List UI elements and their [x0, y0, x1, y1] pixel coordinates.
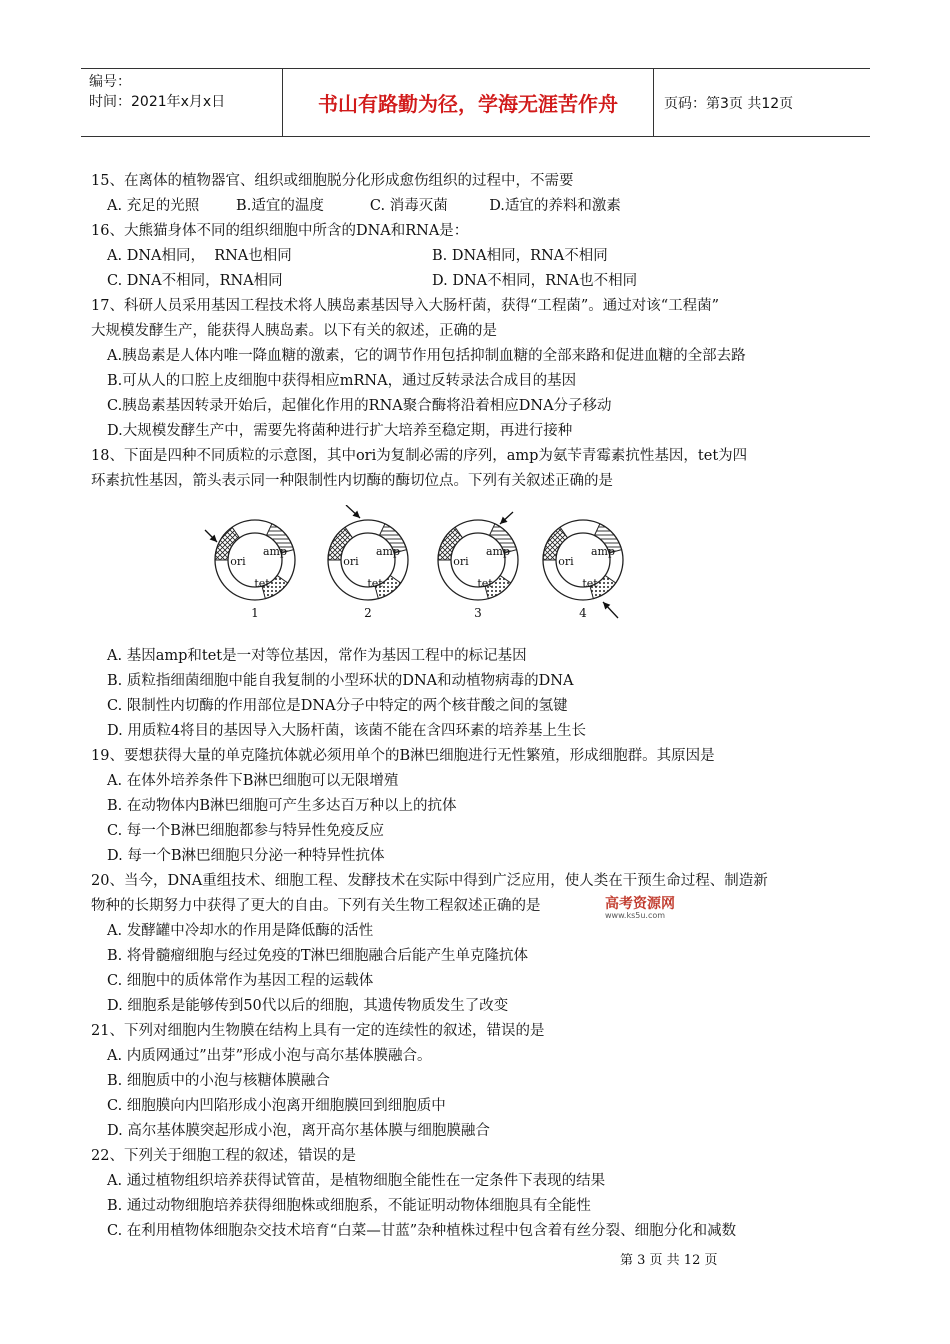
- q17-stem-1: 17、科研人员采用基因工程技术将人胰岛素基因导入大肠杆菌，获得“工程菌”。通过对该“工程菌”: [91, 298, 720, 314]
- plasmid-number: 2: [364, 606, 372, 620]
- page-header: [81, 68, 870, 137]
- time-label: 时间：2021年x月x日: [89, 94, 226, 110]
- q21-option-c: C. 细胞膜向内凹陷形成小泡离开细胞膜回到细胞质中: [107, 1098, 446, 1114]
- ori-label: ori: [558, 555, 574, 568]
- q16-option-d: D. DNA不相同，RNA也不相同: [432, 273, 638, 289]
- q18-stem-2: 环素抗性基因，箭头表示同一种限制性内切酶的酶切位点。下列有关叙述正确的是: [91, 473, 613, 489]
- q18-option-c: C. 限制性内切酶的作用部位是DNA分子中特定的两个核苷酸之间的氢键: [107, 698, 568, 714]
- q17-option-d: D.大规模发酵生产中，需要先将菌种进行扩大培养至稳定期，再进行接种: [107, 423, 573, 439]
- q19-stem: 19、要想获得大量的单克隆抗体就必须用单个的B淋巴细胞进行无性繁殖，形成细胞群。其原因是: [91, 748, 715, 764]
- tet-label: tet: [582, 577, 598, 590]
- q19-option-c: C. 每一个B淋巴细胞都参与特异性免疫反应: [107, 823, 384, 839]
- q20-option-a: A. 发酵罐中冷却水的作用是降低酶的活性: [107, 923, 374, 939]
- ori-label: ori: [230, 555, 246, 568]
- q18-stem-1: 18、下面是四种不同质粒的示意图，其中ori为复制必需的序列，amp为氨苄青霉素抗性基因，tet为四: [91, 448, 748, 464]
- q18-option-a: A. 基因amp和tet是一对等位基因，常作为基因工程中的标记基因: [107, 648, 527, 664]
- q15-stem: 15、在离体的植物器官、组织或细胞脱分化形成愈伤组织的过程中，不需要: [91, 173, 574, 189]
- plasmid-number: 4: [579, 606, 587, 620]
- q22-option-c: C. 在利用植物体细胞杂交技术培育“白菜—甘蓝”杂种植株过程中包含着有丝分裂、细胞分化和减数: [107, 1223, 737, 1239]
- q19-option-d: D. 每一个B淋巴细胞只分泌一种特异性抗体: [107, 848, 385, 864]
- q19-option-b: B. 在动物体内B淋巴细胞可产生多达百万种以上的抗体: [107, 798, 457, 814]
- q20-stem-2: 物种的长期努力中获得了更大的自由。下列有关生物工程叙述正确的是: [91, 898, 541, 914]
- q20-option-c: C. 细胞中的质体常作为基因工程的运载体: [107, 973, 374, 989]
- page-info: 页码：第3页 共12页: [664, 95, 794, 112]
- plasmid-figure: [190, 505, 630, 620]
- page-footer: 第 3 页 共 12 页: [620, 1253, 718, 1268]
- q20-option-d: D. 细胞系是能够传到50代以后的细胞，其遗传物质发生了改变: [107, 998, 509, 1014]
- q22-option-b: B. 通过动物细胞培养获得细胞株或细胞系，不能证明动物体细胞具有全能性: [107, 1198, 591, 1214]
- q15-options: A. 充足的光照 B.适宜的温度 C. 消毒灭菌 D.适宜的养料和激素: [107, 198, 621, 214]
- q16-option-a: A. DNA相同， RNA也相同: [107, 248, 292, 264]
- q21-option-d: D. 高尔基体膜突起形成小泡，离开高尔基体膜与细胞膜融合: [107, 1123, 490, 1139]
- motto: 书山有路勤为径，学海无涯苦作舟: [283, 69, 654, 136]
- q21-stem: 21、下列对细胞内生物膜在结构上具有一定的连续性的叙述，错误的是: [91, 1023, 545, 1039]
- number-label: 编号：: [89, 74, 131, 90]
- q20-stem-1: 20、当今，DNA重组技术、细胞工程、发酵技术在实际中得到广泛应用，使人类在干预生命过程、制造新: [91, 873, 768, 889]
- q17-option-a: A.胰岛素是人体内唯一降血糖的激素，它的调节作用包括抑制血糖的全部来路和促进血糖的全部去路: [107, 348, 746, 364]
- q18-option-b: B. 质粒指细菌细胞中能自我复制的小型环状的DNA和动植物病毒的DNA: [107, 673, 574, 689]
- tet-label: tet: [254, 577, 270, 590]
- q17-option-c: C.胰岛素基因转录开始后，起催化作用的RNA聚合酶将沿着相应DNA分子移动: [107, 398, 612, 414]
- q16-option-b: B. DNA相同，RNA不相同: [432, 248, 608, 264]
- plasmid-number: 1: [251, 606, 259, 620]
- amp-label: amp: [590, 545, 616, 558]
- q17-stem-2: 大规模发酵生产，能获得人胰岛素。以下有关的叙述，正确的是: [91, 323, 497, 339]
- q21-option-a: A. 内质网通过”出芽”形成小泡与高尔基体膜融合。: [107, 1048, 432, 1064]
- q16-option-c: C. DNA不相同，RNA相同: [107, 273, 283, 289]
- q22-option-a: A. 通过植物组织培养获得试管苗，是植物细胞全能性在一定条件下表现的结果: [107, 1173, 606, 1189]
- watermark-main: 高考资源网: [605, 896, 675, 912]
- tet-label: tet: [367, 577, 383, 590]
- amp-label: amp: [262, 545, 288, 558]
- q17-option-b: B.可从人的口腔上皮细胞中获得相应mRNA，通过反转录法合成目的基因: [107, 373, 577, 389]
- q19-option-a: A. 在体外培养条件下B淋巴细胞可以无限增殖: [107, 773, 399, 789]
- tet-label: tet: [477, 577, 493, 590]
- ori-label: ori: [453, 555, 469, 568]
- ori-label: ori: [343, 555, 359, 568]
- amp-label: amp: [375, 545, 401, 558]
- header-meta: [81, 69, 283, 136]
- q18-option-d: D. 用质粒4将目的基因导入大肠杆菌，该菌不能在含四环素的培养基上生长: [107, 723, 587, 739]
- q16-stem: 16、大熊猫身体不同的组织细胞中所含的DNA和RNA是：: [91, 223, 469, 239]
- q22-stem: 22、下列关于细胞工程的叙述，错误的是: [91, 1148, 356, 1164]
- amp-label: amp: [485, 545, 511, 558]
- watermark-logo: [605, 893, 675, 920]
- watermark-sub: www.ks5u.com: [605, 911, 666, 920]
- plasmid-number: 3: [474, 606, 482, 620]
- q21-option-b: B. 细胞质中的小泡与核糖体膜融合: [107, 1073, 330, 1089]
- q20-option-b: B. 将骨髓瘤细胞与经过免疫的T淋巴细胞融合后能产生单克隆抗体: [107, 948, 529, 964]
